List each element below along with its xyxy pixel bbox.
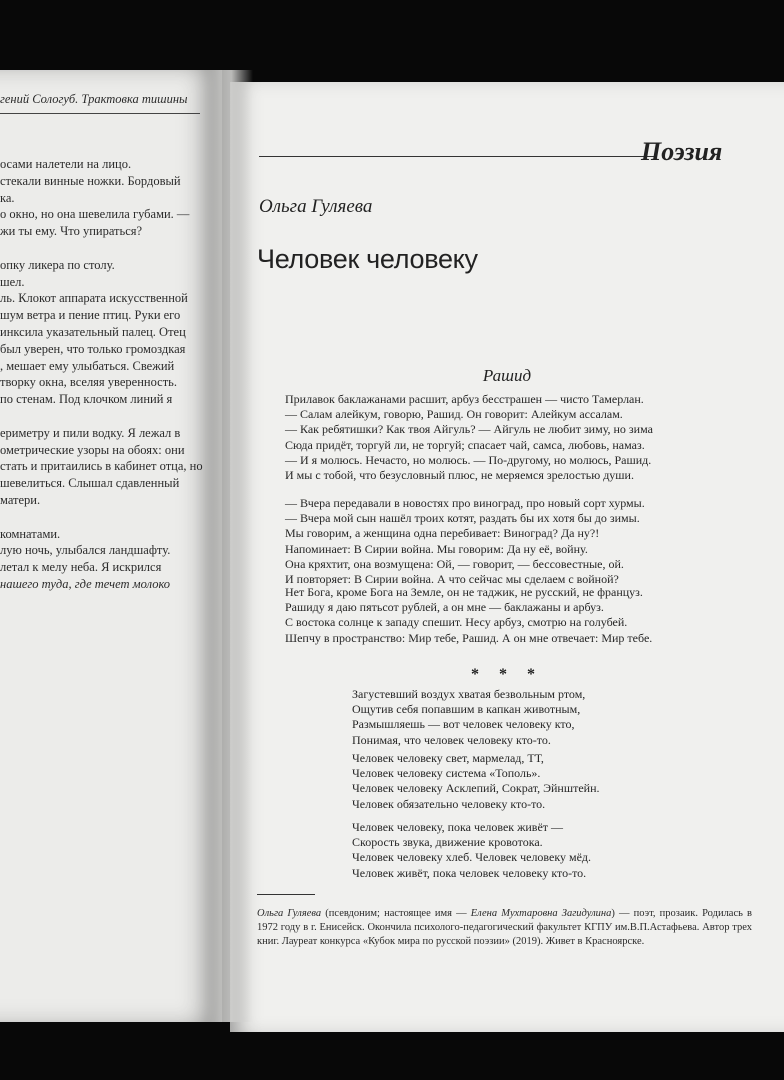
left-line: ометрические узоры на обоях: они (0, 442, 185, 457)
author-footnote (257, 907, 752, 949)
footnote-author: Ольга Гуляева (257, 908, 322, 919)
section-label: Поэзия (641, 137, 723, 166)
verse-line: Загустевший воздух хватая безвольным ртом, (352, 687, 586, 701)
left-line: осами налетели на лицо. (0, 157, 132, 171)
footnote-text: ) — поэт, прозаик. Родилась в 1972 году в г. Енисейск. Окончила психолого-педагогический факультет КГПУ им.В.П.Астафьева. Автор трех книг. Лауреат конкурса «Кубок мира по русской поэзии» (2019). Живет в Красноярске. (257, 908, 752, 947)
section-header-rule (259, 156, 654, 157)
verse-line: Человек обязательно человеку кто-то. (352, 796, 546, 811)
left-line: творку окна, вселяя уверенность. (0, 375, 178, 390)
left-line: шум ветра и пение птиц. Руки его (0, 308, 181, 323)
verse-line: Человек человеку свет, мармелад, ТТ, (352, 751, 544, 765)
left-line: летал к мелу неба. Я искрился (0, 560, 162, 575)
verse-line: — Вчера передавали в новостях про виноград, про новый сорт хурмы. (285, 496, 645, 510)
verse-line: Она кряхтит, она возмущена: Ой, — говорит, — бессовестные, ой. (285, 556, 624, 571)
left-line: шел. (0, 274, 25, 289)
left-line: стекали винные ножки. Бордовый (0, 173, 181, 188)
poem-stanza (352, 820, 591, 881)
left-line: опку ликера по столу. (0, 257, 115, 272)
left-line: ль. Клокот аппарата искусственной (0, 291, 188, 306)
author-name: Ольга Гуляева (259, 196, 373, 217)
footnote-rule (257, 894, 315, 895)
poem-subtitle: Рашид (482, 366, 532, 385)
left-line: был уверен, что только громоздкая (0, 341, 186, 356)
left-line: , мешает ему улыбаться. Свежий (0, 358, 175, 373)
verse-line: — Вчера мой сын нашёл троих котят, раздать бы их хотя бы до зимы. (285, 511, 640, 526)
left-line: лую ночь, улыбался ландшафту. (0, 543, 171, 558)
verse-line: И повторяет: В Сирии война. А что сейчас мы сделаем с войной? (285, 571, 619, 586)
poem-separator: * * * (471, 666, 543, 683)
left-line (0, 240, 222, 257)
footnote-text: (псевдоним; настоящее имя — (321, 908, 471, 919)
left-line: комнатами. (0, 526, 61, 541)
verse-line: И мы с тобой, что безусловный плюс, не меряемся зрелостью души. (285, 467, 634, 482)
left-line: ка. (0, 190, 15, 205)
left-line: жи ты ему. Что упираться? (0, 224, 143, 239)
left-page-text (0, 156, 222, 593)
verse-line: — Салам алейкум, говорю, Рашид. Он говорит: Алейкум ассалам. (285, 407, 623, 422)
verse-line: Человек человеку, пока человек живёт — (352, 820, 564, 834)
left-line (0, 408, 222, 425)
verse-line: Размышляешь — вот человек человеку кто, (352, 717, 575, 732)
left-running-head: гений Сологуб. Трактовка тишины (0, 92, 188, 106)
left-page (0, 70, 222, 1022)
left-line: матери. (0, 492, 41, 507)
verse-line: Нет Бога, кроме Бога на Земле, он не таджик, не русский, не француз. (285, 585, 643, 599)
verse-line: Человек человеку система «Тополь». (352, 766, 541, 781)
book-gutter (205, 70, 253, 1022)
left-line: инксила указательный палец. Отец (0, 324, 186, 339)
left-line: о окно, но она шевелила губами. — (0, 207, 190, 222)
verse-line: Шепчу в пространство: Мир тебе, Рашид. А он мне отвечает: Мир тебе. (285, 630, 653, 645)
verse-line: Скорость звука, движение кровотока. (352, 835, 543, 850)
verse-line: Рашиду я даю пятьсот рублей, а он мне — баклажаны и арбуз. (285, 600, 604, 615)
verse-line: Напоминает: В Сирии война. Мы говорим: Да ну её, войну. (285, 541, 588, 556)
verse-line: Прилавок баклажанами расшит, арбуз бесстрашен — чисто Тамерлан. (285, 392, 644, 406)
verse-line: Ощутив себя попавшим в капкан животным, (352, 702, 581, 717)
page-title: Человек человеку (257, 244, 478, 274)
poem-stanza (285, 392, 653, 483)
left-line (0, 509, 222, 526)
verse-line: Мы говорим, а женщина одна перебивает: Виноград? Да ну?! (285, 526, 600, 541)
right-page (230, 82, 784, 1032)
left-header-rule (0, 113, 200, 114)
verse-line: — Как ребятишки? Как твоя Айгуль? — Айгуль не любит зиму, но зима (285, 422, 653, 437)
verse-line: Сюда придёт, торгуй ли, не торгуй; спасает чай, самса, любовь, намаз. (285, 437, 645, 452)
poem-stanza (285, 585, 652, 646)
left-line: нашего туда, где течет молоко (0, 576, 171, 591)
verse-line: Понимая, что человек человеку кто-то. (352, 732, 551, 747)
left-line: стать и притаились в кабинет отца, но (0, 459, 203, 474)
verse-line: Человек человеку хлеб. Человек человеку мёд. (352, 850, 592, 865)
left-line: шевелиться. Слышал сдавленный (0, 476, 180, 491)
poem-stanza (285, 496, 645, 587)
left-line: по стенам. Под клочком линий я (0, 392, 173, 407)
poem-stanza (352, 751, 600, 812)
poem-stanza (352, 687, 585, 748)
verse-line: Человек человеку Асклепий, Сократ, Эйнштейн. (352, 781, 600, 796)
verse-line: — И я молюсь. Нечасто, но молюсь. — По-другому, но молюсь, Рашид. (285, 452, 652, 467)
verse-line: Человек живёт, пока человек человеку кто-то. (352, 865, 587, 880)
left-line: ериметру и пили водку. Я лежал в (0, 425, 181, 440)
verse-line: С востока солнце к западу спешит. Несу арбуз, смотрю на голубей. (285, 615, 628, 630)
footnote-real-name: Елена Мухтаровна Загидулина (470, 908, 612, 919)
